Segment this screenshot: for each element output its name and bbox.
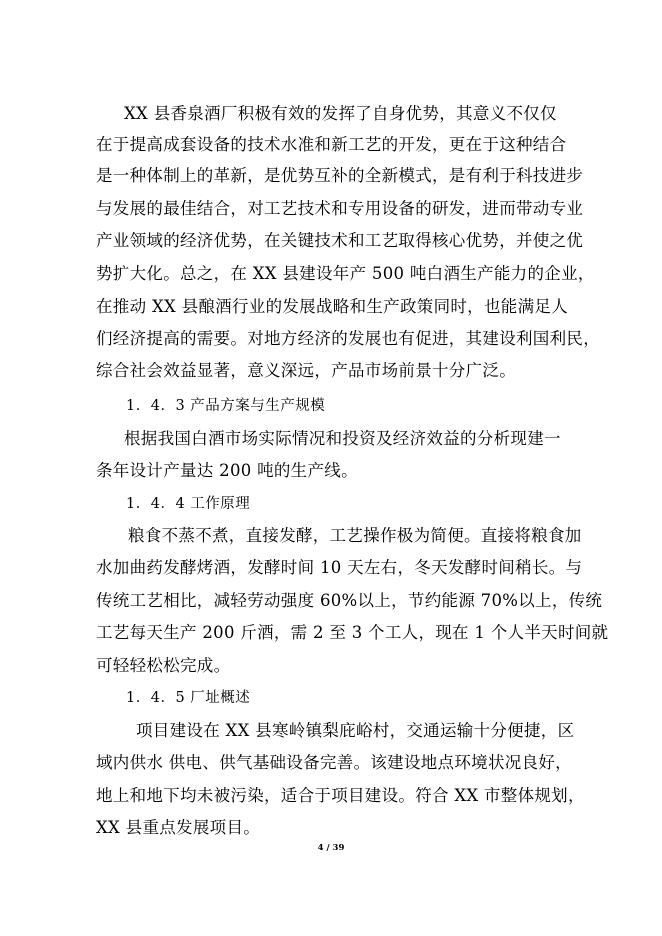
section-1-4-4-line-1: 粮食不蒸不煮，直接发酵，工艺操作极为简便。直接将粮食加 [128,526,582,545]
section-1-4-4-line-2: 水加曲药发酵烤酒，发酵时间 10 天左右，冬天发酵时间稍长。与 [96,558,583,577]
section-1-4-5-line-3: 地上和地下均未被污染，适合于项目建设。符合 XX 市整体规划， [96,786,585,805]
section-1-4-5-line-4: XX 县重点发展项目。 [96,818,261,837]
section-1-4-4-line-3: 传统工艺相比，减轻劳动强度 60%以上，节约能源 70%以上，传统 [96,591,603,610]
section-heading-1-4-4: 1．4．4 工作原理 [126,496,251,512]
paragraph-1-line-7: 在推动 XX 县酿酒行业的发展战略和生产政策同时，也能满足人 [96,297,568,316]
section-1-4-4-line-5: 可轻轻松松完成。 [96,656,231,675]
page-number: 4 / 39 [317,843,345,853]
section-heading-1-4-5: 1．4．5 厂址概述 [126,690,251,706]
section-1-4-4-line-4: 工艺每天生产 200 斤酒，需 2 至 3 个工人，现在 1 个人半天时间就 [96,623,609,642]
paragraph-1-line-1: XX 县香泉酒厂积极有效的发挥了自身优势，其意义不仅仅 [124,104,557,123]
paragraph-1-line-6: 势扩大化。总之，在 XX 县建设年产 500 吨白酒生产能力的企业， [96,264,595,283]
paragraph-1-line-4: 与发展的最佳结合，对工艺技术和专用设备的研发，进而带动专业 [96,199,584,218]
paragraph-1-line-5: 产业领域的经济优势，在关键技术和工艺取得核心优势，并使之优 [96,231,584,250]
paragraph-1-line-2: 在于提高成套设备的技术水准和新工艺的开发，更在于这种结合 [96,135,567,154]
section-1-4-3-line-1: 根据我国白酒市场实际情况和投资及经济效益的分析现建一 [124,429,561,448]
section-1-4-5-line-2: 域内供水 供电、供气基础设备完善。该建设地点环境状况良好， [96,753,572,772]
paragraph-1-line-9: 综合社会效益显著，意义深远，产品市场前景十分广泛。 [96,361,516,380]
section-1-4-5-line-1: 项目建设在 XX 县寒岭镇梨庇峪村，交通运输十分便捷，区 [136,721,575,740]
section-heading-1-4-3: 1．4．3 产品方案与生产规模 [126,398,326,414]
paragraph-1-line-8: 们经济提高的需要。对地方经济的发展也有促进，其建设利国利民， [96,329,600,348]
section-1-4-3-line-2: 条年设计产量达 200 吨的生产线。 [96,461,358,480]
paragraph-1-line-3: 是一种体制上的革新，是优势互补的全新模式，是有利于科技进步 [96,166,584,185]
